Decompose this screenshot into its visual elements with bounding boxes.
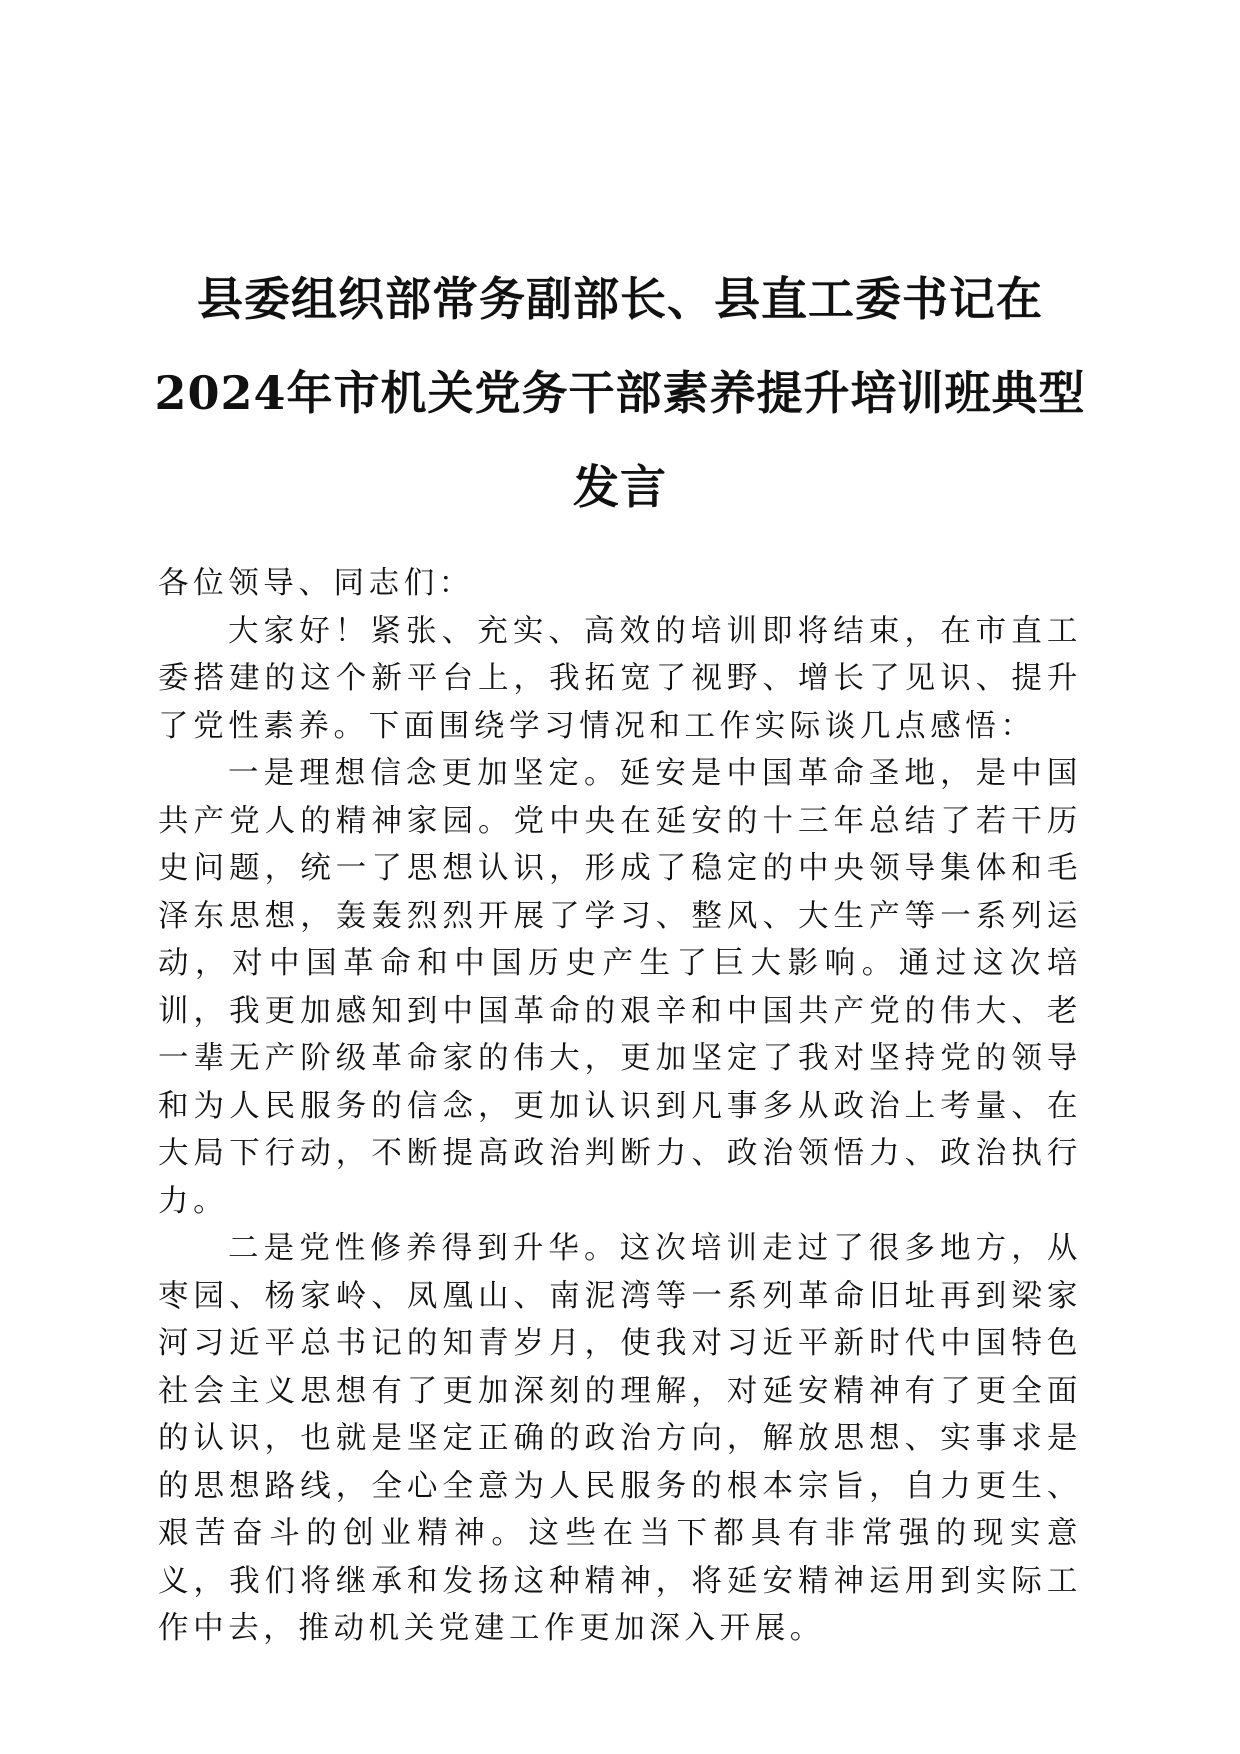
title-line-1: 县委组织部常务副部长、县直工委书记在 <box>197 272 1043 326</box>
title-line-2: 2024年市机关党务干部素养提升培训班典型 <box>154 366 1086 420</box>
paragraph-greeting: 大家好！紧张、充实、高效的培训即将结束，在市直工委搭建的这个新平台上，我拓宽了视野、增长了见识、提升了党性素养。下面围绕学习情况和工作实际谈几点感悟： <box>158 613 1082 744</box>
paragraph-point-two: 二是党性修养得到升华。这次培训走过了很多地方，从枣园、杨家岭、凤凰山、南泥湾等一系列革命旧址再到梁家河习近平总书记的知青岁月，使我对习近平新时代中国特色社会主义思想有了更加深刻的理解，对延安精神有了更全面的认识，也就是坚定正确的政治方向，解放思想、实事求是的思想路线，全心全意为人民服务的根本宗旨，自力更生、艰苦奋斗的创业精神。这些在当下都具有非常强的现实意义，我们将继承和发扬这种精神，将延安精神运用到实际工作中去，推动机关党建工作更加深入开展。 <box>158 1231 1082 1646</box>
document-title <box>0 252 1240 534</box>
salutation: 各位领导、同志们： <box>158 566 474 601</box>
paragraph-point-one: 一是理想信念更加坚定。延安是中国革命圣地，是中国共产党人的精神家园。党中央在延安的十三年总结了若干历史问题，统一了思想认识，形成了稳定的中央领导集体和毛泽东思想，轰轰烈烈开展了学习、整风、大生产等一系列运动，对中国革命和中国历史产生了巨大影响。通过这次培训，我更加感知到中国革命的艰辛和中国共产党的伟大、老一辈无产阶级革命家的伟大，更加坚定了我对坚持党的领导和为人民服务的信念，更加认识到凡事多从政治上考量、在大局下行动，不断提高政治判断力、政治领悟力、政治执行力。 <box>158 756 1082 1219</box>
title-line-3: 发言 <box>573 460 667 514</box>
document-body <box>158 560 1082 1653</box>
